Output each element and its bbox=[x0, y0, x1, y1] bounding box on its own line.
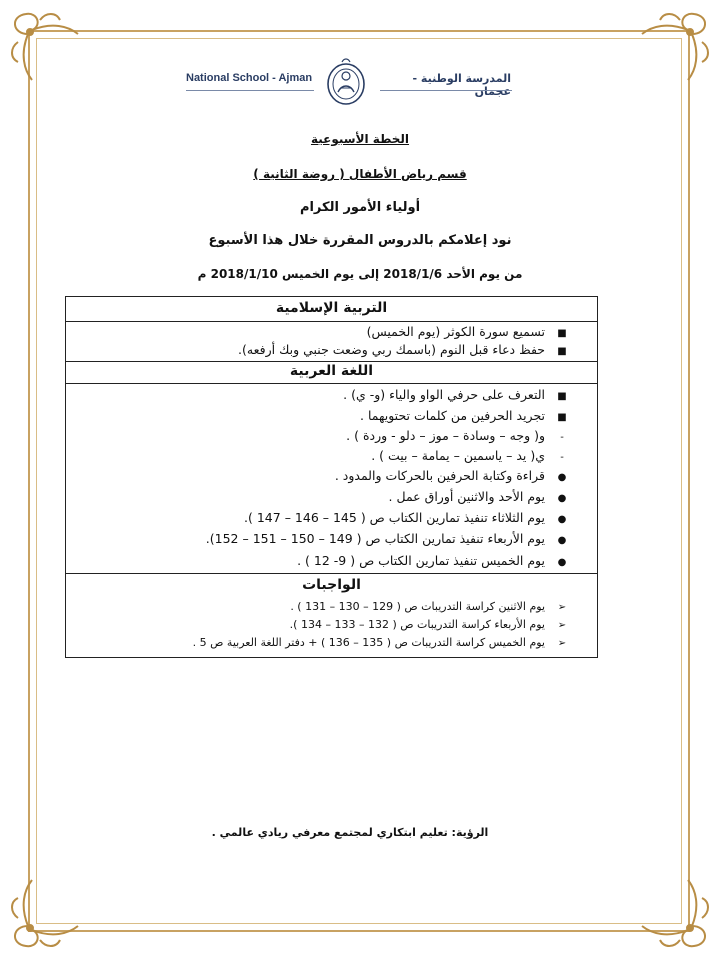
list-item: ➢يوم الاثنين كراسة التدريبات ص ( 129 – 130 – 131 ) . bbox=[290, 600, 571, 613]
list-item: ■حفظ دعاء قبل النوم (باسمك ربي وضعت جنبي وبك أرفعه). bbox=[238, 342, 571, 357]
school-name-arabic: المدرسة الوطنية - عجمان bbox=[412, 72, 511, 98]
school-logo-icon bbox=[320, 56, 372, 108]
section-heading-islamic: التربية الإسلامية bbox=[275, 300, 388, 316]
dash-icon: - bbox=[560, 432, 564, 443]
section-divider bbox=[66, 573, 597, 574]
bullet-icon: ■ bbox=[557, 328, 567, 339]
list-item: ●يوم الأربعاء تنفيذ تمارين الكتاب ص ( 149 – 150 – 151 – 152). bbox=[206, 531, 571, 546]
arrow-bullet-icon: ➢ bbox=[557, 638, 567, 649]
bullet-icon: ● bbox=[557, 535, 567, 546]
section-divider bbox=[66, 321, 597, 322]
list-item: -ي( يد – ياسمين – يمامة – بيت ) . bbox=[371, 448, 571, 463]
bullet-icon: ■ bbox=[557, 391, 567, 402]
school-name-english: National School - Ajman bbox=[186, 72, 313, 84]
list-item: ➢يوم الخميس كراسة التدريبات ص ( 135 – 136 ) + دفتر اللغة العربية ص 5 . bbox=[193, 636, 571, 649]
bullet-icon: ● bbox=[557, 514, 567, 525]
list-item: -و( وجه – وسادة – موز – دلو - وردة ) . bbox=[346, 428, 571, 443]
list-item: ➢يوم الأربعاء كراسة التدريبات ص ( 132 – 133 – 134 ). bbox=[290, 618, 571, 631]
dash-icon: - bbox=[560, 452, 564, 463]
date-range: من يوم الأحد 2018/1/6 إلى يوم الخميس 2018/1/10 م bbox=[197, 267, 523, 281]
corner-ornament-icon bbox=[634, 872, 718, 956]
notice-line: نود إعلامكم بالدروس المقررة خلال هذا الأسبوع bbox=[208, 233, 512, 248]
section-divider bbox=[66, 383, 597, 384]
weekly-plan-title: الخطة الأسبوعية bbox=[310, 132, 410, 146]
list-item: ■تسميع سورة الكوثر (يوم الخميس) bbox=[367, 324, 571, 339]
header-divider bbox=[380, 90, 512, 91]
arrow-bullet-icon: ➢ bbox=[557, 620, 567, 631]
section-heading-arabic: اللغة العربية bbox=[289, 363, 374, 379]
department-title: قسم رياض الأطفال ( روضة الثانية ) bbox=[253, 167, 467, 181]
arrow-bullet-icon: ➢ bbox=[557, 602, 567, 613]
header-divider bbox=[186, 90, 314, 91]
bullet-icon: ● bbox=[557, 493, 567, 504]
list-item: ●يوم الأحد والاثنين أوراق عمل . bbox=[389, 489, 571, 504]
lessons-table bbox=[65, 296, 598, 658]
list-item: ●يوم الخميس تنفيذ تمارين الكتاب ص ( 9- 12 ) . bbox=[297, 553, 571, 568]
bullet-icon: ■ bbox=[557, 346, 567, 357]
corner-ornament-icon bbox=[2, 872, 86, 956]
list-item: ●يوم الثلاثاء تنفيذ تمارين الكتاب ص ( 145 – 146 – 147 ). bbox=[244, 510, 571, 525]
corner-ornament-icon bbox=[2, 4, 86, 88]
section-divider bbox=[66, 361, 597, 362]
bullet-icon: ● bbox=[557, 557, 567, 568]
greeting-line: أولياء الأمور الكرام bbox=[299, 200, 421, 215]
list-item: ●قراءة وكتابة الحرفين بالحركات والمدود . bbox=[335, 468, 571, 483]
vision-statement: الرؤية: تعليم ابتكاري لمجتمع معرفي ريادي عالمي . bbox=[211, 826, 489, 839]
bullet-icon: ● bbox=[557, 472, 567, 483]
bullet-icon: ■ bbox=[557, 412, 567, 423]
section-heading-homework: الواجبات bbox=[302, 577, 361, 593]
list-item: ■تجريد الحرفين من كلمات تحتويهما . bbox=[360, 408, 571, 423]
list-item: ■التعرف على حرفي الواو والياء (و- ي) . bbox=[343, 387, 571, 402]
corner-ornament-icon bbox=[634, 4, 718, 88]
